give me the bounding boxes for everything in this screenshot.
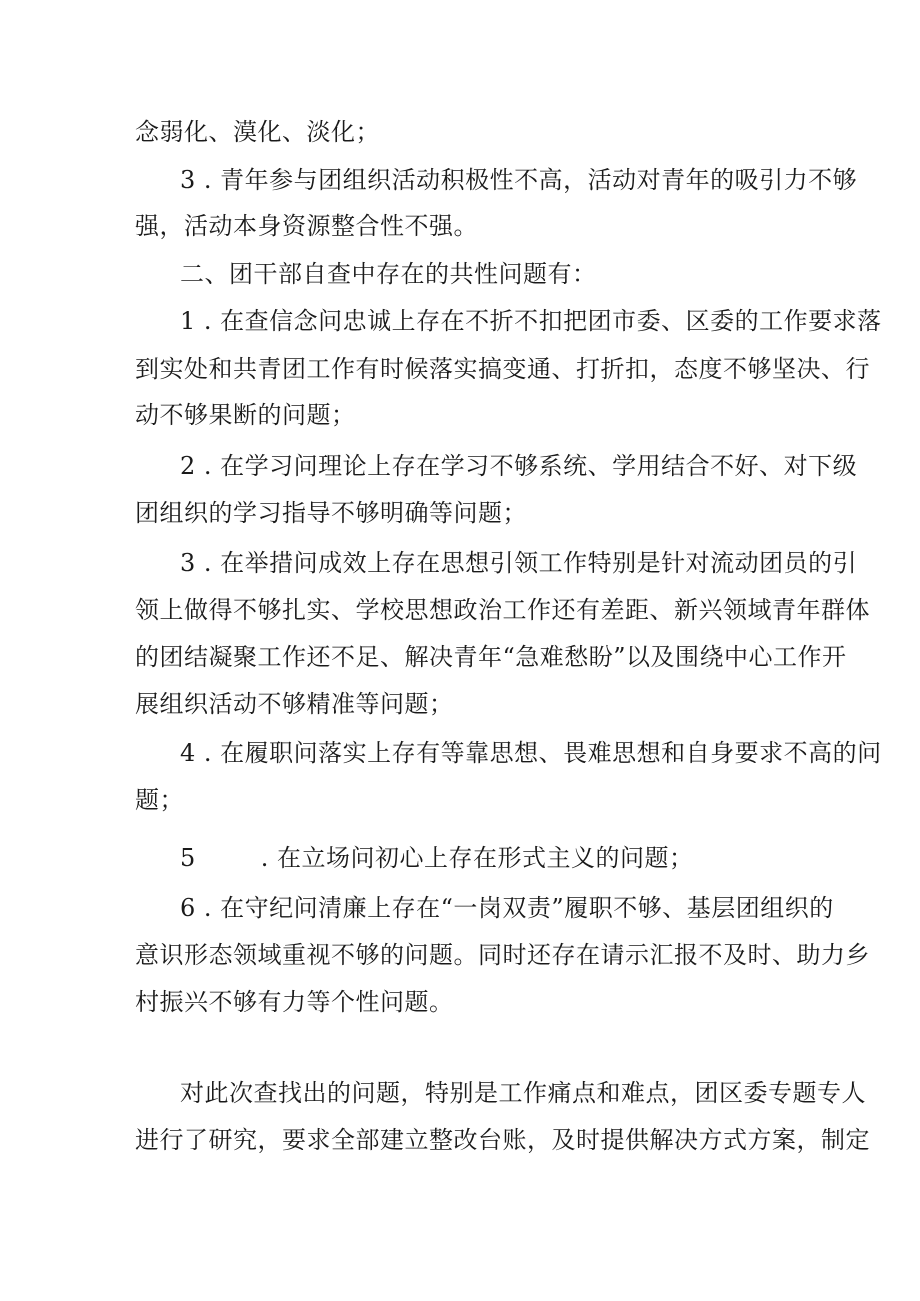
text-line: 念弱化、漠化、淡化； (135, 118, 380, 146)
text-line: 1 . 在查信念问忠诚上存在不折不扣把团市委、区委的工作要求落 (180, 307, 882, 335)
section-heading: 二、团干部自查中存在的共性问题有： (180, 260, 597, 288)
text-line: 意识形态领域重视不够的问题。同时还存在请示汇报不及时、助力乡 (135, 941, 870, 969)
text-line: 题； (135, 786, 184, 814)
text-line: 动不够果断的问题； (135, 401, 356, 429)
text-line: 进行了研究，要求全部建立整改台账，及时提供解决方式方案，制定 (135, 1126, 870, 1154)
text-line: 3 . 在举措问成效上存在思想引领工作特别是针对流动团员的引 (180, 549, 858, 577)
text-line: 3 . 青年参与团组织活动积极性不高，活动对青年的吸引力不够 (180, 166, 858, 194)
text-line: 村振兴不够有力等个性问题。 (135, 988, 454, 1016)
text-line: 6 . 在守纪问清廉上存在“一岗双责”履职不够、基层团组织的 (180, 894, 834, 922)
text-line: 强，活动本身资源整合性不强。 (135, 212, 478, 240)
text-line: 对此次查找出的问题，特别是工作痛点和难点，团区委专题专人 (180, 1079, 866, 1107)
text-line: 团组织的学习指导不够明确等问题； (135, 499, 527, 527)
text-line: 2 . 在学习问理论上存在学习不够系统、学用结合不好、对下级 (180, 452, 858, 480)
text-line: 4 . 在履职问落实上存有等靠思想、畏难思想和自身要求不高的问 (180, 739, 882, 767)
text-line: 领上做得不够扎实、学校思想政治工作还有差距、新兴领域青年群体 (135, 596, 870, 624)
text-line: 的团结凝聚工作还不足、解决青年“急难愁盼”以及围绕中心工作开 (135, 643, 847, 671)
text-line: 到实处和共青团工作有时候落实搞变通、打折扣，态度不够坚决、行 (135, 355, 870, 383)
text-line: 展组织活动不够精准等问题； (135, 690, 454, 718)
text-line: 5 . 在立场问初心上存在形式主义的问题； (180, 844, 694, 872)
